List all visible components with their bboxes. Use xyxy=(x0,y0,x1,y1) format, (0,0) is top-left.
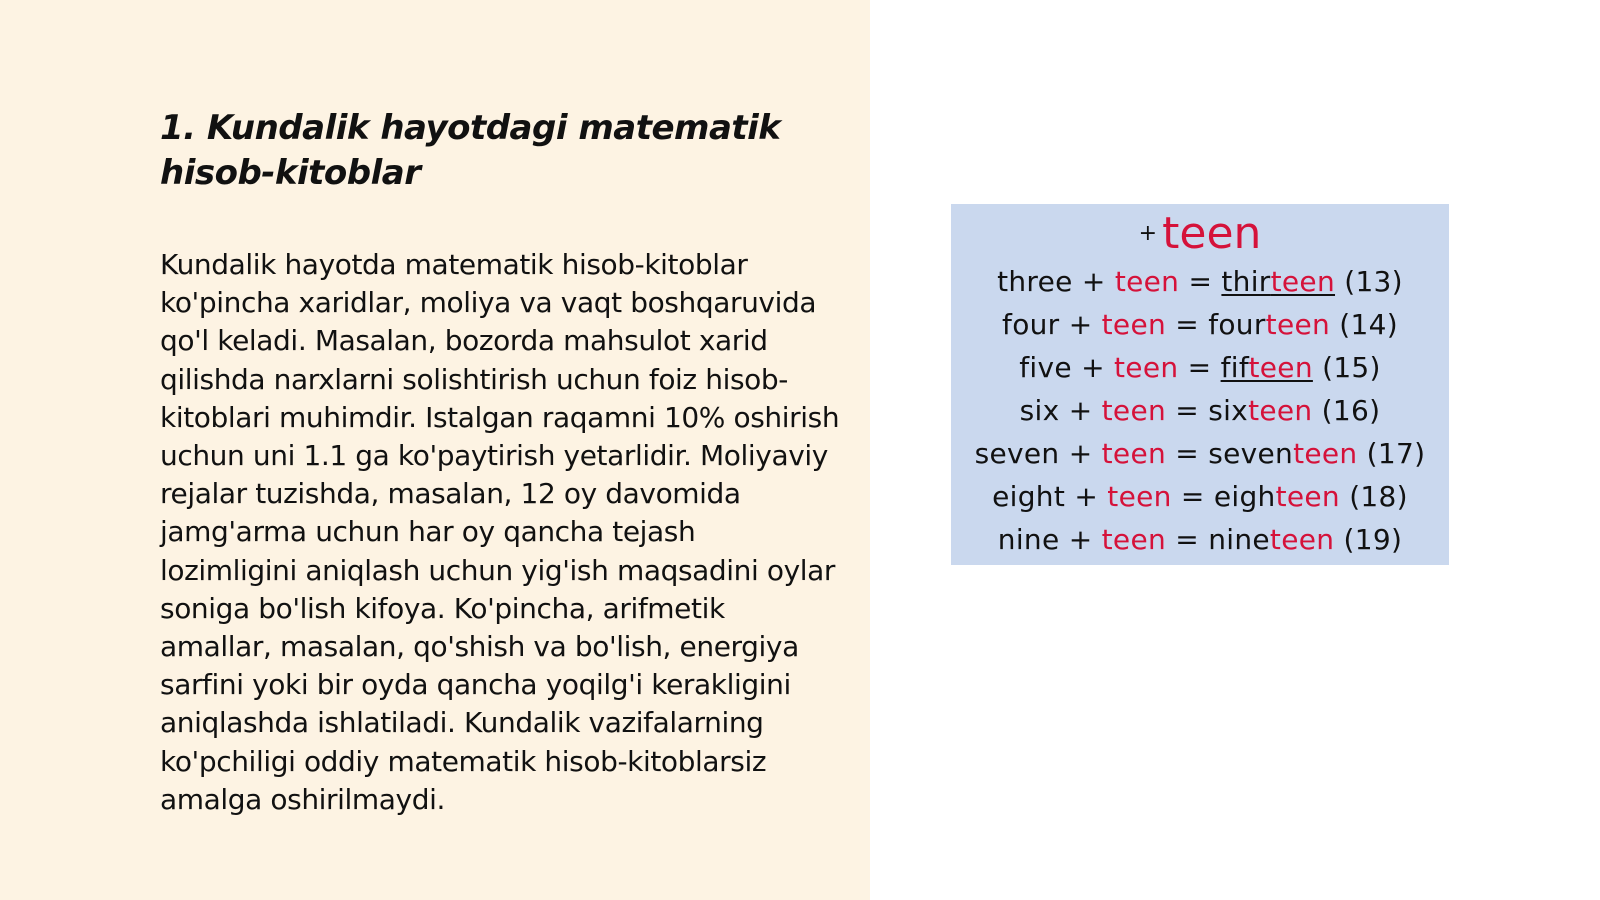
row-result xyxy=(1214,480,1340,513)
row-result-stem: seven xyxy=(1208,437,1294,470)
row-plus: + xyxy=(1068,437,1093,470)
slide-title: 1. Kundalik hayotdagi matematik hisob-kitoblar xyxy=(160,108,781,193)
row-number: (18) xyxy=(1349,480,1408,513)
row-plus: + xyxy=(1068,523,1093,556)
row-result-stem: four xyxy=(1208,308,1266,341)
row-number: (13) xyxy=(1344,265,1403,298)
row-teen: teen xyxy=(1114,265,1180,298)
row-plus: + xyxy=(1081,351,1105,384)
row-plus: + xyxy=(1074,480,1099,513)
row-result-teen: teen xyxy=(1248,351,1313,384)
row-equals: = xyxy=(1175,308,1200,341)
figure-row-17 xyxy=(951,436,1449,472)
row-equals: = xyxy=(1187,351,1212,384)
figure-row-16 xyxy=(951,393,1449,429)
figure-row-14 xyxy=(951,307,1449,343)
row-base: seven xyxy=(974,437,1060,470)
row-base: six xyxy=(1019,394,1060,427)
row-result-teen: teen xyxy=(1270,265,1336,298)
row-result-teen: teen xyxy=(1293,437,1358,470)
row-result-stem: nine xyxy=(1208,523,1270,556)
figure-heading xyxy=(951,208,1449,259)
row-teen: teen xyxy=(1114,351,1179,384)
row-base: four xyxy=(1002,308,1060,341)
row-base: three xyxy=(997,265,1073,298)
row-result-teen: teen xyxy=(1248,394,1313,427)
heading-teen: teen xyxy=(1162,208,1262,259)
row-result xyxy=(1208,394,1312,427)
row-number: (14) xyxy=(1339,308,1398,341)
row-result-teen: teen xyxy=(1269,523,1335,556)
row-teen: teen xyxy=(1101,437,1167,470)
row-result-stem: fif xyxy=(1220,351,1249,384)
row-result xyxy=(1208,523,1334,556)
row-result-teen: teen xyxy=(1275,480,1340,513)
row-number: (16) xyxy=(1321,394,1381,427)
row-teen: teen xyxy=(1101,308,1167,341)
teen-numbers-figure xyxy=(951,204,1449,565)
row-result xyxy=(1208,437,1357,470)
body-paragraph: Kundalik hayotda matematik hisob-kitoblar ko'pincha xaridlar, moliya va vaqt boshqaruvida qo'l keladi. Masalan, bozorda mahsulot xarid qilishda narxlarni solishtirish uchun foiz hisob-kitoblari muhimdir. Istalgan raqamni 10% oshirish uchun uni 1.1 ga ko'paytirish yetarlidir. Moliyaviy rejalar tuzishda, masalan, 12 oy davomida jamg'arma uchun har oy qancha tejash lozimligini aniqlash uchun yig'ish maqsadini oylar soniga bo'lish kifoya. Ko'pincha, arifmetik amallar, masalan, qo'shish va bo'lish, energiya sarfini yoki bir oyda qancha yoqilg'i kerakligini aniqlashda ishlatiladi. Kundalik vazifalarning ko'pchiligi oddiy matematik hisob-kitoblarsiz amalga oshirilmaydi. xyxy=(160,248,840,816)
figure-row-15 xyxy=(951,350,1449,386)
figure-row-19 xyxy=(951,522,1449,558)
row-result xyxy=(1208,308,1330,341)
row-result-stem: thir xyxy=(1221,265,1271,298)
row-equals: = xyxy=(1175,523,1200,556)
row-equals: = xyxy=(1175,437,1200,470)
row-base: nine xyxy=(997,523,1060,556)
row-teen: teen xyxy=(1107,480,1172,513)
figure-row-18 xyxy=(951,479,1449,515)
row-result-stem: six xyxy=(1208,394,1249,427)
row-number: (17) xyxy=(1366,437,1426,470)
figure-row-13 xyxy=(951,264,1449,300)
row-base: five xyxy=(1019,351,1072,384)
row-result-stem: eigh xyxy=(1213,480,1276,513)
heading-plus: + xyxy=(1138,221,1158,246)
row-result-teen: teen xyxy=(1265,308,1331,341)
row-teen: teen xyxy=(1101,394,1167,427)
row-result xyxy=(1221,351,1313,384)
row-number: (19) xyxy=(1343,523,1403,556)
row-number: (15) xyxy=(1322,351,1381,384)
row-equals: = xyxy=(1188,265,1213,298)
row-base: eight xyxy=(992,480,1066,513)
row-equals: = xyxy=(1180,480,1205,513)
row-plus: + xyxy=(1068,394,1093,427)
row-plus: + xyxy=(1081,265,1106,298)
row-equals: = xyxy=(1175,394,1200,427)
row-result xyxy=(1221,265,1335,298)
row-plus: + xyxy=(1068,308,1093,341)
row-teen: teen xyxy=(1101,523,1167,556)
